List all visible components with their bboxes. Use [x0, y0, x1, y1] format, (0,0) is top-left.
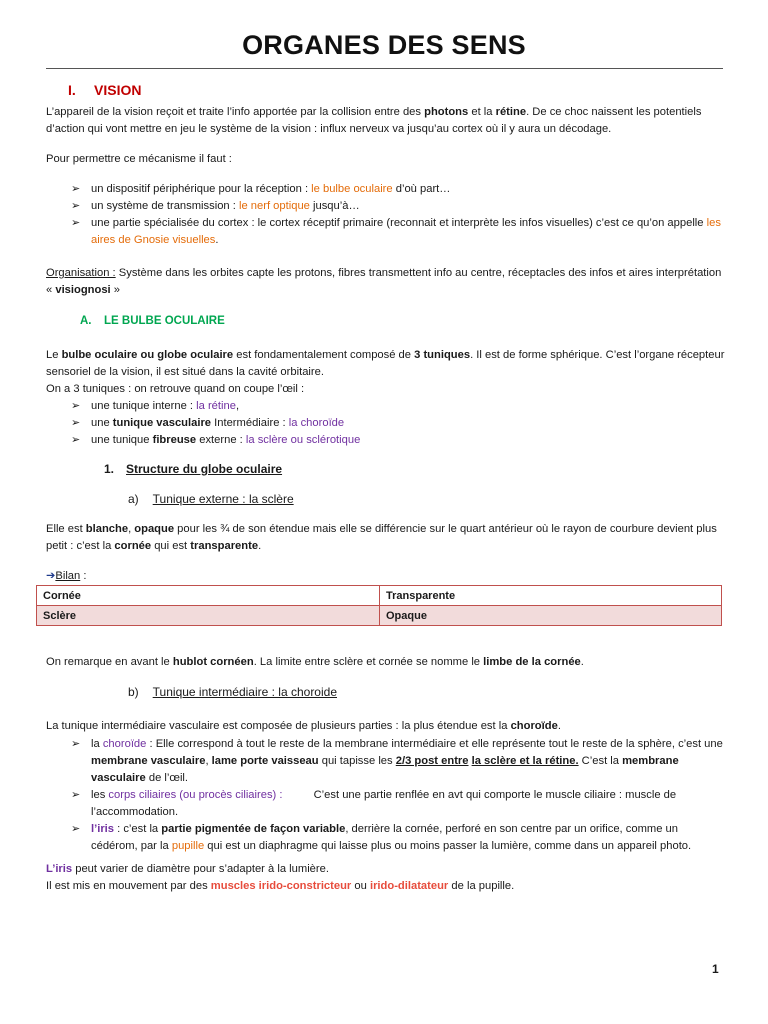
highlight-text: la rétine — [196, 400, 236, 412]
list-item — [46, 215, 726, 249]
text: » — [110, 284, 121, 296]
arrowhead-bullet-icon: ➢ — [71, 789, 81, 801]
text: qui est un diaphragme qui laisse plus ou moins passer la lumière, comme dans un appareil photo. — [204, 840, 692, 852]
text: , — [128, 523, 135, 535]
choroide-parts-list — [46, 736, 726, 855]
subsection-heading-bulbe — [46, 313, 726, 330]
section-number: a) — [128, 492, 139, 506]
text: et la — [468, 106, 496, 118]
bold-text: membrane vasculaire — [91, 755, 679, 784]
bold-text: rétine — [495, 106, 527, 118]
arrowhead-bullet-icon: ➢ — [71, 738, 81, 750]
bold-text: cornée — [114, 540, 152, 552]
text: Le — [46, 349, 62, 361]
bold-text: membrane vasculaire — [91, 755, 206, 767]
bold-underlined-text: la sclère et la rétine. — [471, 755, 579, 767]
text: . Il est de forme sphérique. C’est l’organe récepteur sensoriel de la vision, il est situé dans la cavité orbitaire. — [46, 349, 725, 378]
list-item — [46, 432, 726, 449]
highlight-text: le nerf optique — [238, 200, 310, 212]
highlight-text: L’iris — [46, 863, 73, 875]
arrowhead-bullet-icon: ➢ — [71, 200, 81, 212]
text: qui tapisse les — [318, 755, 396, 767]
highlight-text: le bulbe oculaire — [311, 183, 393, 195]
section-number: 1. — [104, 462, 115, 476]
section-title: VISION — [94, 82, 142, 98]
heading-tunique-externe — [128, 491, 718, 508]
highlight-text: les aires de Gnosie visuelles — [91, 217, 721, 246]
bold-underlined-text: 2/3 post entre — [395, 755, 469, 767]
text: de la pupille. — [448, 880, 515, 892]
hublot-paragraph — [46, 654, 726, 671]
text: une tunique interne : — [91, 400, 197, 412]
section-title: Structure du globe oculaire — [126, 462, 283, 476]
text: . La limite entre sclère et cornée se nomme le — [253, 656, 484, 668]
list-item — [46, 181, 726, 198]
bold-text: hublot cornéen — [172, 656, 254, 668]
intro-paragraph — [46, 104, 726, 138]
page-title: ORGANES DES SENS — [242, 30, 526, 60]
text: C’est une partie renflée en avt qui comporte le muscle ciliaire : muscle de l’accommodation. — [91, 789, 680, 818]
text: L’appareil de la vision reçoit et traite l’info apportée par la collision entre des — [46, 106, 425, 118]
text: Système dans les orbites capte les protons, fibres transmettent info au centre, réceptacles des infos et aires interprétation « — [46, 267, 722, 296]
table-cell: Transparente — [380, 586, 722, 606]
list-item — [46, 398, 726, 415]
list-item — [46, 787, 726, 821]
text: qui est — [151, 540, 191, 552]
bold-text: lame porte vaisseau — [211, 755, 319, 767]
text: externe : — [196, 434, 246, 446]
section-number: A. — [80, 315, 92, 327]
text: : — [80, 570, 87, 582]
bold-text: choroïde — [510, 720, 558, 732]
section-number: b) — [128, 685, 139, 699]
requirements-intro: Pour permettre ce mécanisme il faut : — [46, 153, 232, 165]
bold-text: transparente — [190, 540, 259, 552]
text: , — [205, 755, 212, 767]
text: une tunique — [91, 434, 153, 446]
arrowhead-bullet-icon: ➢ — [71, 417, 81, 429]
table-row — [37, 586, 722, 606]
text: C’est la — [578, 755, 623, 767]
muscles-paragraph — [46, 878, 726, 895]
table-cell: Opaque — [380, 606, 722, 626]
bold-text: partie pigmentée de façon variable — [161, 823, 346, 835]
text: pour les ¾ de son étendue mais elle se différencie sur le quart antérieur où le rayon de courbure devient plus petit : c’est la — [46, 523, 717, 552]
text: de l’œil. — [145, 772, 189, 784]
bold-text: photons — [424, 106, 469, 118]
section-number: I. — [68, 82, 76, 98]
arrowhead-bullet-icon: ➢ — [71, 183, 81, 195]
text: , — [235, 400, 240, 412]
text: une — [91, 417, 113, 429]
highlight-text: l’iris — [91, 823, 115, 835]
requirements-list — [46, 181, 726, 249]
bold-text: 3 tuniques — [414, 349, 471, 361]
bold-text: bulbe oculaire ou globe oculaire — [61, 349, 234, 361]
list-item — [46, 415, 726, 432]
text: , derrière la cornée, perforé en son centre par un orifice, comme un cédérom, par la — [91, 823, 678, 852]
text: peut varier de diamètre pour s’adapter à la lumière. — [72, 863, 329, 875]
text: la — [91, 738, 103, 750]
bold-text: visiognosi — [55, 284, 111, 296]
text: Elle est — [46, 523, 86, 535]
tuniques-list — [46, 398, 726, 449]
title-divider — [46, 68, 723, 69]
text: : Elle correspond à tout le reste de la membrane intermédiaire et elle représente tout le reste de la sphère, c’est une — [146, 738, 723, 750]
text: Intermédiaire : — [211, 417, 289, 429]
highlight-text: corps ciliaires (ou procès ciliaires) : — [108, 789, 283, 801]
text: . De ce choc naissent les potentiels d’action qui vont mettre en jeu le système de la vision : influx nerveux va jusqu’au cortex où il y aura un décodage. — [46, 106, 702, 135]
text: La tunique intermédiaire vasculaire est composée de plusieurs parties : la plus étendue est la — [46, 720, 511, 732]
text: une partie spécialisée du cortex : le cortex réceptif primaire (reconnait et interprète les infos visuelles) c’est ce qu’on appelle — [91, 217, 707, 229]
right-arrow-icon: ➔ — [46, 570, 56, 582]
bilan-table — [36, 585, 722, 626]
table-cell: Cornée — [37, 586, 380, 606]
table-row — [37, 606, 722, 626]
list-item — [46, 736, 726, 787]
bold-text: limbe de la cornée — [483, 656, 581, 668]
highlight-text: pupille — [171, 840, 205, 852]
bilan-text: Bilan — [55, 570, 81, 582]
text: : c’est la — [114, 823, 162, 835]
text: ou — [351, 880, 370, 892]
section-heading-vision — [46, 82, 726, 99]
highlight-text: la choroïde — [288, 417, 345, 429]
bulbe-paragraph — [46, 347, 726, 398]
text: . — [215, 234, 219, 246]
section-title: LE BULBE OCULAIRE — [104, 315, 225, 327]
arrowhead-bullet-icon: ➢ — [71, 217, 81, 229]
text: . — [557, 720, 561, 732]
text: est fondamentalement composé de — [233, 349, 415, 361]
text: On remarque en avant le — [46, 656, 173, 668]
text: les — [91, 789, 109, 801]
highlight-text: irido-dilatateur — [369, 880, 449, 892]
bold-text: tunique vasculaire — [112, 417, 212, 429]
highlight-text: la sclère ou sclérotique — [245, 434, 361, 446]
section-title: Tunique externe : la sclère — [152, 492, 294, 506]
bilan-label — [46, 568, 726, 585]
section-title: Tunique intermédiaire : la choroide — [152, 685, 337, 699]
text: On a 3 tuniques : on retrouve quand on coupe l’œil : — [46, 383, 305, 395]
bold-text: blanche — [85, 523, 129, 535]
text: un dispositif périphérique pour la réception : — [91, 183, 312, 195]
arrowhead-bullet-icon: ➢ — [71, 823, 81, 835]
text: jusqu’à… — [309, 200, 360, 212]
organisation-paragraph — [46, 265, 726, 299]
text: d’où part… — [392, 183, 451, 195]
list-item — [46, 821, 726, 855]
bold-text: fibreuse — [152, 434, 197, 446]
heading-tunique-intermediaire — [128, 684, 718, 701]
highlight-text: choroïde — [102, 738, 147, 750]
iris-paragraph — [46, 861, 726, 878]
text: . — [580, 656, 584, 668]
list-item — [46, 198, 726, 215]
table-cell: Sclère — [37, 606, 380, 626]
text: . — [258, 540, 262, 552]
page-number: 1 — [712, 962, 719, 976]
text: un système de transmission : — [91, 200, 239, 212]
sclere-paragraph — [46, 521, 726, 555]
heading-structure — [104, 461, 704, 478]
arrowhead-bullet-icon: ➢ — [71, 400, 81, 412]
bold-text: opaque — [134, 523, 175, 535]
highlight-text: muscles irido-constricteur — [210, 880, 352, 892]
text: Il est mis en mouvement par des — [46, 880, 211, 892]
arrowhead-bullet-icon: ➢ — [71, 434, 81, 446]
underlined-label: Organisation : — [46, 267, 116, 279]
intermediaire-paragraph — [46, 718, 726, 735]
